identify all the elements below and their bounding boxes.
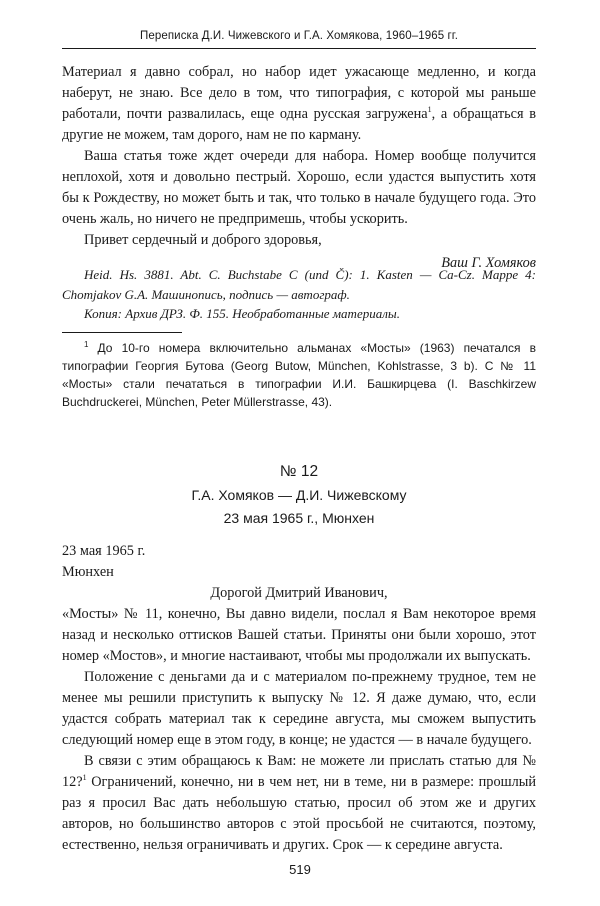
letter1-closing: Привет сердечный и доброго здоровья, [84, 232, 322, 248]
footnote-rule [62, 332, 182, 333]
letter-number: № 12 [279, 463, 319, 480]
footnote-block [62, 332, 536, 411]
letter2-city: Мюнхен [62, 564, 114, 580]
letter-date-place: 23 мая 1965 г., Мюнхен [223, 510, 375, 526]
source-note-2: Копия: Архив ДРЗ. Ф. 155. Необработанные материалы. [84, 306, 400, 321]
letter2-paragraph-2: Положение с деньгами да и с материалом по-прежнему трудное, тем не менее мы решили приступить к выпуску № 12. Я даже думаю, что, если удастся собрать материал так к середине августа, мы сможем выпустить следующий номер еще в этом году, в конце; не удастся — в начале будущего. [62, 669, 536, 748]
page-number: 519 [289, 862, 311, 877]
letter-title: Г.А. Хомяков — Д.И. Чижевскому [191, 487, 407, 503]
footnote-mark: 1 [84, 340, 89, 349]
letter2-salutation: Дорогой Дмитрий Иванович, [210, 585, 388, 601]
running-header: Переписка Д.И. Чижевского и Г.А. Хомякова, 1960–1965 гг. [62, 30, 536, 49]
footnote-ref: 1 [427, 105, 432, 115]
letter1-paragraph-1: Материал я давно собрал, но набор идет ужасающе медленно, и когда наберут, не знаю. Все дело в том, что типография, с которой мы раньше работали, почти развалилась, еще одна русская загружена$^1$, а обращаться в другие не можем, там дорого, нам не по карману. [62, 64, 536, 143]
source-note-1: Heid. Hs. 3881. Abt. C. Buchstabe C (und Č): 1. Kasten — Ca-Cz. Mappe 4: Chomjakov G.A. Машинопись, подпись — автограф. [62, 267, 536, 302]
archival-source [62, 265, 536, 324]
letter-continuation [62, 62, 536, 274]
letter1-signature: Ваш Г. Хомяков [441, 255, 536, 271]
letter-heading [62, 460, 536, 530]
letter2-date: 23 мая 1965 г. [62, 543, 146, 559]
letter1-paragraph-2: Ваша статья тоже ждет очереди для набора. Номер вообще получится неплохой, хотя и довольно пестрый. Хорошо, если удастся выпустить хотя бы к Рождеству, но может быть и так, что только в начале будущего года. Это очень жаль, но ничего не предпримешь, чтобы ускорить. [62, 148, 536, 227]
footnote-ref: 1 [82, 773, 87, 783]
letter-body [62, 541, 536, 856]
footnote-text: $^1$ До 10-го номера включительно альманах «Мосты» (1963) печатался в типографии Георгия Бутова (Georg Butow, München, Kohlstrasse, 3 b). С № 11 «Мосты» стали печататься в типографии И.И. Башкирцева (I. Baschkirzew Buchdruckerei, München, Peter Müllerstrasse, 43). [62, 340, 536, 409]
letter2-paragraph-1: «Мосты» № 11, конечно, Вы давно видели, послал я Вам некоторое время назад и несколько оттисков Вашей статьи. Приняты они были хорошо, этот номер «Мостов», и многие настаивают, чтобы мы продолжали их выпускать. [62, 606, 536, 664]
letter2-paragraph-3: В связи с этим обращаюсь к Вам: не можете ли прислать статью для № 12?$^1$ Ограничений, конечно, ни в чем нет, ни в теме, ни в размере: прошлый раз я просил Вас дать небольшую статью, просил об этом же и других авторов, но большинство авторов с этой просьбой не считаются, поэтому, естественно, нельзя ограничивать и других. Срок — к середине августа. [62, 753, 536, 853]
